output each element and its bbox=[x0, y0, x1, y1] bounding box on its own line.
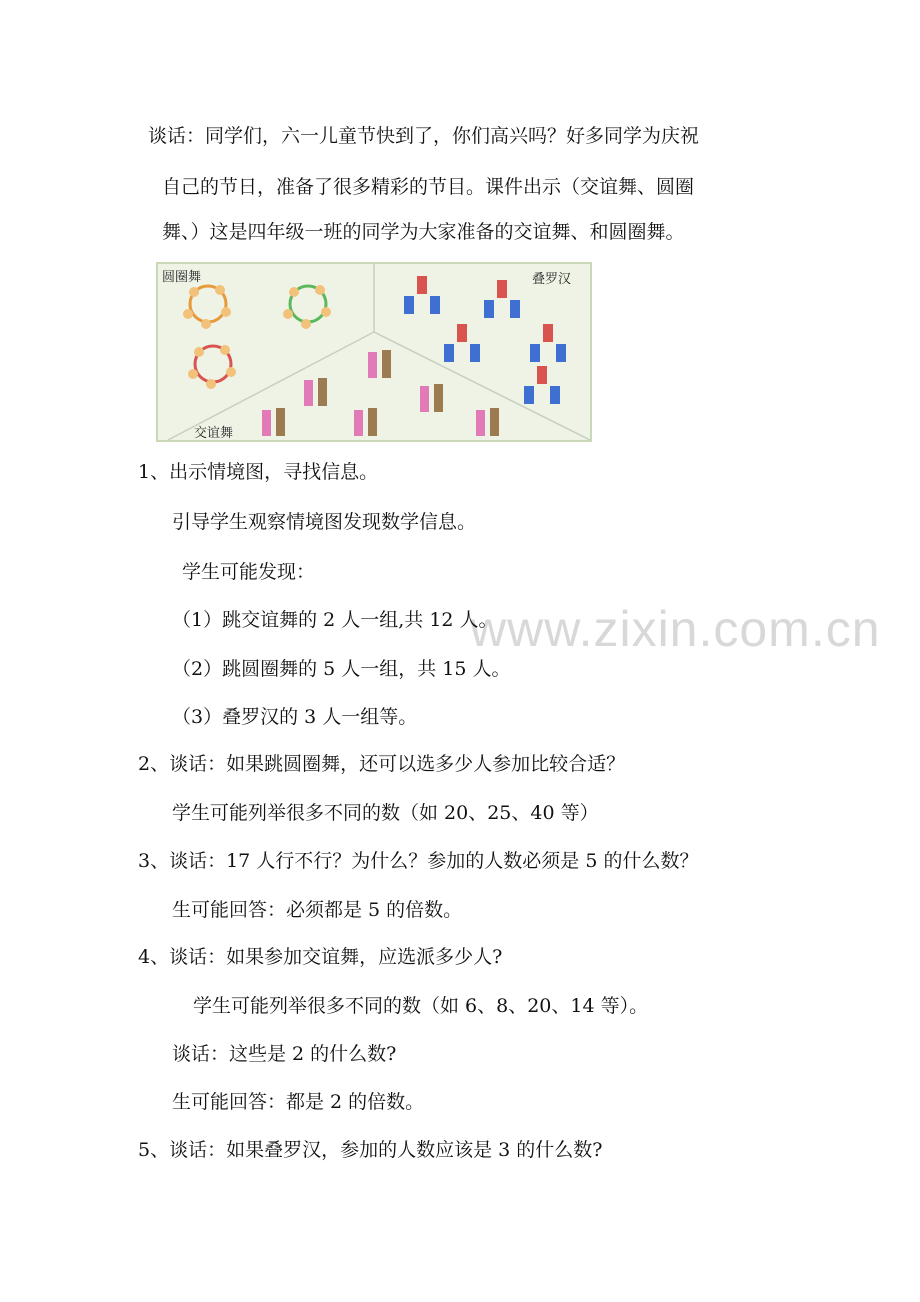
step-3-answer: 生可能回答：必须都是 5 的倍数。 bbox=[172, 899, 463, 921]
watermark: www.zixin.com.cn bbox=[470, 601, 881, 657]
social-dance-pair-3 bbox=[420, 384, 443, 412]
step-4-conclusion: 生可能回答：都是 2 的倍数。 bbox=[172, 1091, 425, 1113]
dance-scene-illustration bbox=[156, 262, 592, 442]
step-4-answer: 学生可能列举很多不同的数（如 6、8、20、14 等）。 bbox=[193, 995, 649, 1017]
step-1-guide: 引导学生观察情境图发现数学信息。 bbox=[172, 511, 477, 533]
intro-line-2: 自己的节日，准备了很多精彩的节目。课件出示（交谊舞、圆圈 bbox=[162, 176, 695, 198]
pyramid-group-3 bbox=[444, 324, 480, 362]
step-4-question: 谈话：这些是 2 的什么数? bbox=[172, 1043, 397, 1065]
label-social-dance: 交谊舞 bbox=[194, 426, 234, 441]
finding-2: （2）跳圆圈舞的 5 人一组，共 15 人。 bbox=[172, 658, 511, 680]
step-5: 5、谈话：如果叠罗汉，参加的人数应该是 3 的什么数? bbox=[138, 1139, 603, 1161]
social-dance-pair-2 bbox=[304, 378, 327, 406]
pyramid-group-2 bbox=[484, 280, 520, 318]
circle-dance-group-1 bbox=[183, 285, 231, 329]
step-1-observe: 学生可能发现： bbox=[182, 561, 316, 583]
finding-3: （3）叠罗汉的 3 人一组等。 bbox=[172, 706, 418, 728]
pyramid-group-1 bbox=[404, 276, 440, 314]
social-dance-pair-1 bbox=[368, 350, 391, 378]
step-2: 2、谈话：如果跳圆圈舞，还可以选多少人参加比较合适？ bbox=[138, 753, 626, 775]
social-dance-pair-6 bbox=[476, 408, 499, 436]
step-2-answer: 学生可能列举很多不同的数（如 20、25、40 等） bbox=[172, 802, 599, 824]
circle-dance-group-3 bbox=[188, 345, 236, 389]
step-1: 1、出示情境图，寻找信息。 bbox=[138, 461, 379, 483]
step-3: 3、谈话：17 人行不行？为什么？参加的人数必须是 5 的什么数？ bbox=[138, 850, 699, 872]
intro-line-3: 舞、）这是四年级一班的同学为大家准备的交谊舞、和圆圈舞。 bbox=[162, 221, 685, 243]
circle-dance-group-2 bbox=[283, 285, 331, 329]
label-pyramid: 叠罗汉 bbox=[532, 272, 572, 287]
social-dance-pair-4 bbox=[262, 408, 285, 436]
pyramid-group-5 bbox=[524, 366, 560, 404]
finding-1: （1）跳交谊舞的 2 人一组,共 12 人。 bbox=[172, 609, 498, 631]
label-circle-dance: 圆圈舞 bbox=[162, 270, 202, 285]
social-dance-pair-5 bbox=[354, 408, 377, 436]
pyramid-group-4 bbox=[530, 324, 566, 362]
intro-line-1: 谈话：同学们，六一儿童节快到了，你们高兴吗？好多同学为庆祝 bbox=[148, 125, 700, 147]
dance-scene-drawing bbox=[158, 264, 590, 440]
step-4: 4、谈话：如果参加交谊舞，应选派多少人? bbox=[138, 946, 503, 968]
